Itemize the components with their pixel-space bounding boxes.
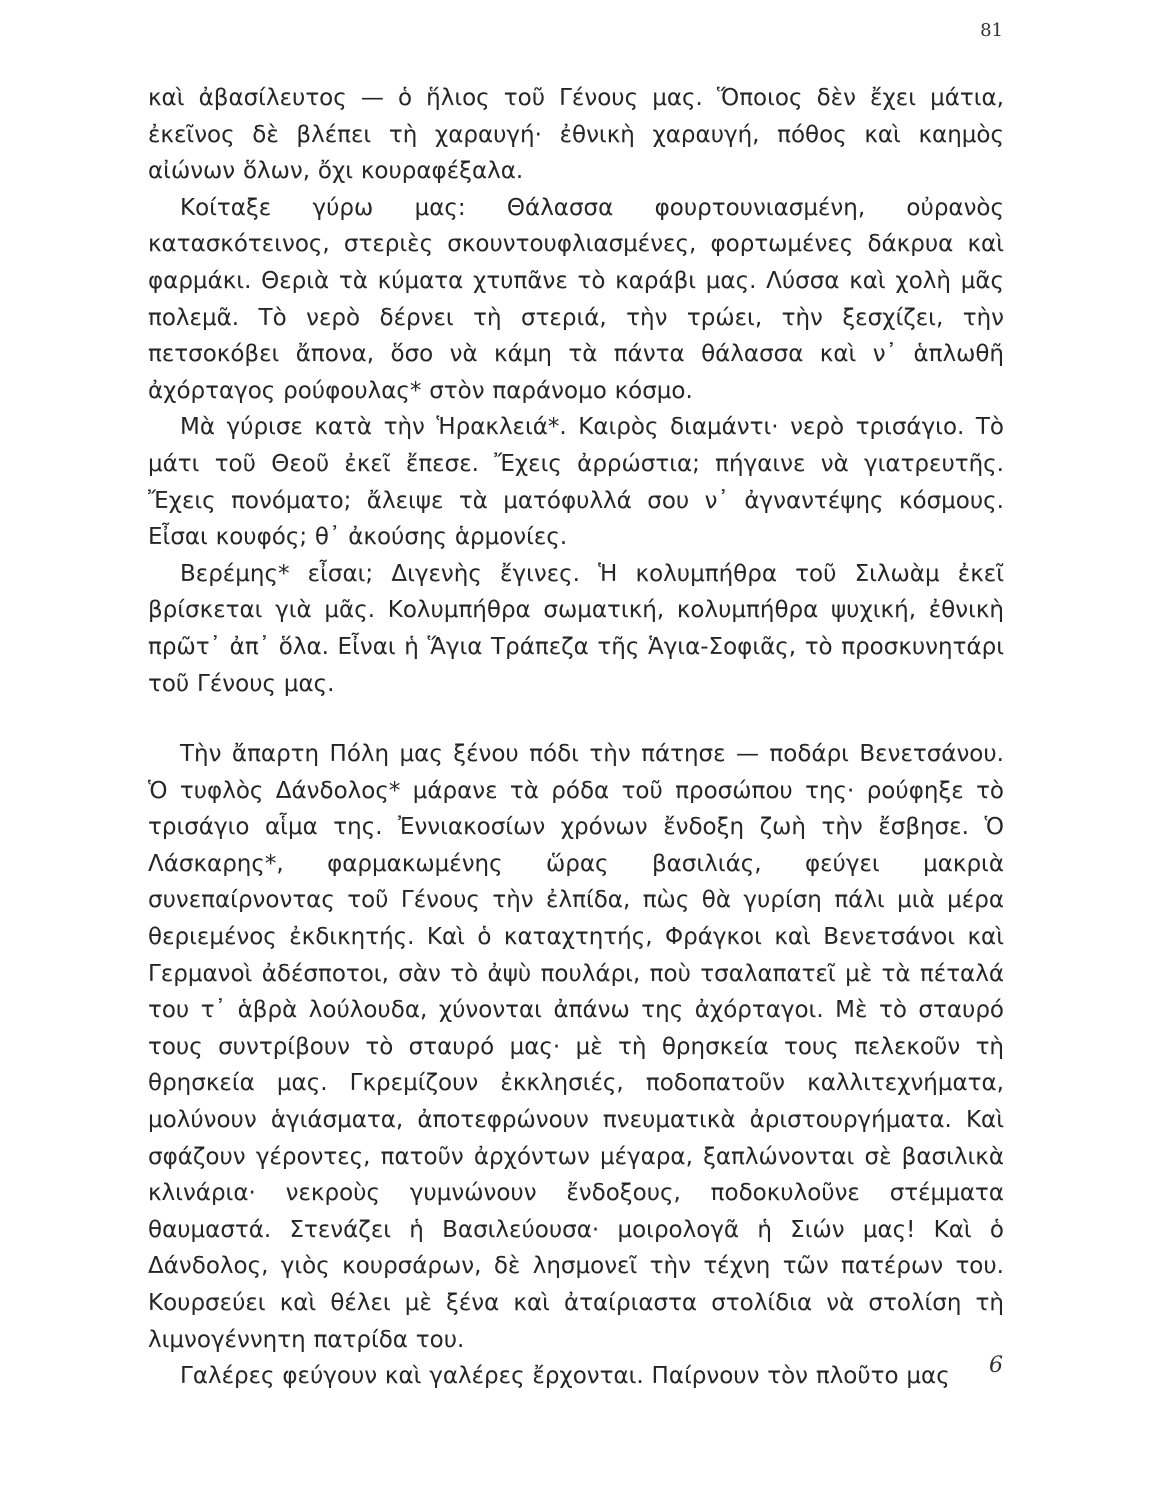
paragraph-6: Γαλέρες φεύγουν καὶ γαλέρες ἔρχονται. Παίρνουν τὸν πλοῦτο μας xyxy=(180,1363,950,1390)
paragraph-2: Κοίταξε γύρω μας: Θάλασσα φουρτουνιασμένη, οὐρανὸς κατασκότεινος, στεριὲς σκουντουφλιασμένες, φορτωμένες δάκρυα καὶ φαρμάκι. Θεριὰ τὰ κύματα χτυπᾶνε τὸ καράβι μας. Λύσσα καὶ χολὴ μᾶς πολεμᾶ. Τὸ νερὸ δέρνει τὴ στεριά, τὴν τρώει, τὴν ξεσχίζει, τὴν πετσοκόβει ἄπονα, ὅσο νὰ κάμη τὰ πάντα θάλασσα καὶ ν᾿ ἁπλωθῆ ἀχόρταγος ρούφουλας* στὸν παράνομο κόσμο. xyxy=(148,194,1004,404)
paragraph-5: Τὴν ἄπαρτη Πόλη μας ξένου πόδι τὴν πάτησε — ποδάρι Βενετσάνου. Ὁ τυφλὸς Δάνδολος* μάρανε τὰ ρόδα τοῦ προσώπου της· ρούφηξε τὸ τρισάγιο αἷμα της. Ἐννιακοσίων χρόνων ἔνδοξη ζωὴ τὴν ἔσβησε. Ὁ Λάσκαρης*, φαρμακωμένης ὥρας βασιλιάς, φεύγει μακριὰ συνεπαίρνοντας τοῦ Γένους τὴν ἐλπίδα, πὼς θὰ γυρίση πάλι μιὰ μέρα θεριεμένος ἐκδικητής. Καὶ ὁ καταχτητής, Φράγκοι καὶ Βενετσάνοι καὶ Γερμανοὶ ἀδέσποτοι, σὰν τὸ ἀψὺ πουλάρι, ποὺ τσαλαπατεῖ μὲ τὰ πέταλά του τ᾿ ἁβρὰ λούλουδα, χύνονται ἀπάνω της ἀχόρταγοι. Μὲ τὸ σταυρό τους συντρίβουν τὸ σταυρό μας· μὲ τὴ θρησκεία τους πελεκοῦν τὴ θρησκεία μας. Γκρεμίζουν ἐκκλησιές, ποδοπατοῦν καλλιτεχνήματα, μολύνουν ἁγιάσματα, ἀποτεφρώνουν πνευματικὰ ἀριστουργήματα. Καὶ σφάζουν γέροντες, πατοῦν ἀρχόντων μέγαρα, ξαπλώνονται σὲ βασιλικὰ κλινάρια· νεκροὺς γυμνώνουν ἔνδοξους, ποδοκυλοῦνε στέμματα θαυμαστά. Στενάζει ἡ Βασιλεύουσα· μοιρολογᾶ ἡ Σιών μας! Καὶ ὁ Δάνδολος, γιὸς κουρσάρων, δὲ λησμονεῖ τὴν τέχνη τῶν πατέρων του. Κουρσεύει καὶ θέλει μὲ ξένα καὶ ἀταίριαστα στολίδια νὰ στολίση τὴ λιμνογέννητη πατρίδα του. xyxy=(148,741,1004,1353)
paragraph-4: Βερέμης* εἶσαι; Διγενὴς ἔγινες. Ἡ κολυμπήθρα τοῦ Σιλωὰμ ἐκεῖ βρίσκεται γιὰ μᾶς. Κολυμπήθρα σωματική, κολυμπήθρα ψυχική, ἐθνικὴ πρῶτ᾿ ἀπ᾿ ὅλα. Εἶναι ἡ Ἅγια Τράπεζα τῆς Ἁγια-Σοφιᾶς, τὸ προσκυνητάρι τοῦ Γένους μας. xyxy=(148,560,1004,697)
paragraph-3: Μὰ γύρισε κατὰ τὴν Ἡρακλειά*. Καιρὸς διαμάντι· νερὸ τρισάγιο. Τὸ μάτι τοῦ Θεοῦ ἐκεῖ ἔπεσε. Ἔχεις ἀρρώστια; πήγαινε νὰ γιατρευτῆς. Ἔχεις πονόματο; ἄλειψε τὰ ματόφυλλά σου ν᾿ ἀγναντέψης κόσμους. Εἶσαι κουφός; θ᾿ ἀκούσης ἁρμονίες. xyxy=(148,414,1004,551)
paragraph-1: καὶ ἀβασίλευτος — ὁ ἥλιος τοῦ Γένους μας. Ὅποιος δὲν ἔχει μάτια, ἐκεῖνος δὲ βλέπει τὴ χαραυγή· ἐθνικὴ χαραυγή, πόθος καὶ καημὸς αἰώνων ὅλων, ὄχι κουραφέξαλα. xyxy=(148,85,1004,185)
signature-mark: 6 xyxy=(989,1353,1003,1378)
body-text xyxy=(148,80,1004,1395)
page-number: 81 xyxy=(980,20,1003,41)
